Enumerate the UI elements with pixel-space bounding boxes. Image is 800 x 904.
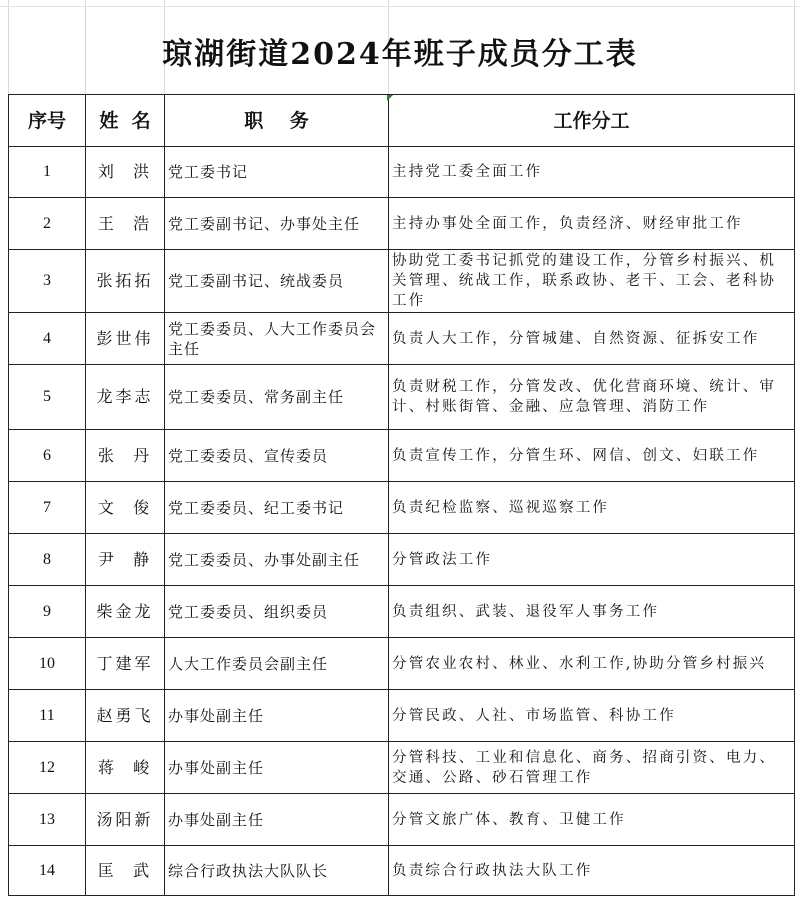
cell-position[interactable]: 党工委委员、人大工作委员会主任: [165, 313, 389, 365]
cell-seq[interactable]: 9: [9, 586, 86, 638]
cell-duty[interactable]: 分管民政、人社、市场监管、科协工作: [389, 690, 795, 742]
cell-name[interactable]: 匡 武: [86, 846, 165, 896]
table-row: [9, 690, 795, 742]
table-row: [9, 250, 795, 313]
cell-position[interactable]: 党工委委员、办事处副主任: [165, 534, 389, 586]
header-name[interactable]: 姓 名: [86, 95, 165, 147]
table-row: [9, 638, 795, 690]
cell-seq[interactable]: 5: [9, 365, 86, 430]
header-duty[interactable]: 工作分工: [389, 95, 795, 147]
cell-name[interactable]: 丁建军: [86, 638, 165, 690]
cell-seq[interactable]: 2: [9, 198, 86, 250]
table-row: [9, 482, 795, 534]
header-row: [9, 95, 795, 147]
cell-duty[interactable]: 负责组织、武装、退役军人事务工作: [389, 586, 795, 638]
table-row: [9, 147, 795, 198]
cell-name[interactable]: 尹 静: [86, 534, 165, 586]
header-position[interactable]: 职 务: [165, 95, 389, 147]
cell-position[interactable]: 党工委委员、组织委员: [165, 586, 389, 638]
cell-position[interactable]: 党工委副书记、统战委员: [165, 250, 389, 313]
cell-name[interactable]: 龙李志: [86, 365, 165, 430]
table-row: [9, 365, 795, 430]
cell-duty[interactable]: 主持办事处全面工作，负责经济、财经审批工作: [389, 198, 795, 250]
cell-duty[interactable]: 主持党工委全面工作: [389, 147, 795, 198]
cell-comment-marker: [387, 95, 393, 101]
cell-name[interactable]: 汤阳新: [86, 794, 165, 846]
cell-position[interactable]: 综合行政执法大队队长: [165, 846, 389, 896]
assignment-table: [8, 94, 795, 896]
cell-seq[interactable]: 12: [9, 742, 86, 794]
cell-duty[interactable]: 负责财税工作，分管发改、优化营商环境、统计、审计、村账街管、金融、应急管理、消防工作: [389, 365, 795, 430]
cell-duty[interactable]: 负责人大工作，分管城建、自然资源、征拆安工作: [389, 313, 795, 365]
cell-duty[interactable]: 分管文旅广体、教育、卫健工作: [389, 794, 795, 846]
cell-name[interactable]: 张 丹: [86, 430, 165, 482]
page-title: 琼湖街道2024年班子成员分工表: [162, 37, 638, 72]
cell-duty[interactable]: 协助党工委书记抓党的建设工作，分管乡村振兴、机关管理、统战工作，联系政协、老干、工会、老科协工作: [389, 250, 795, 313]
cell-position[interactable]: 党工委委员、常务副主任: [165, 365, 389, 430]
cell-seq[interactable]: 8: [9, 534, 86, 586]
cell-position[interactable]: 党工委委员、宣传委员: [165, 430, 389, 482]
cell-name[interactable]: 王 浩: [86, 198, 165, 250]
table-row: [9, 742, 795, 794]
cell-position[interactable]: 党工委委员、纪工委书记: [165, 482, 389, 534]
cell-seq[interactable]: 7: [9, 482, 86, 534]
cell-position[interactable]: 党工委副书记、办事处主任: [165, 198, 389, 250]
cell-seq[interactable]: 1: [9, 147, 86, 198]
cell-position[interactable]: 党工委书记: [165, 147, 389, 198]
table-row: [9, 313, 795, 365]
cell-seq[interactable]: 14: [9, 846, 86, 896]
table-row: [9, 534, 795, 586]
table-row: [9, 198, 795, 250]
cell-duty[interactable]: 分管农业农村、林业、水利工作,协助分管乡村振兴: [389, 638, 795, 690]
cell-name[interactable]: 刘 洪: [86, 147, 165, 198]
cell-position[interactable]: 办事处副主任: [165, 742, 389, 794]
table-row: [9, 794, 795, 846]
cell-duty[interactable]: 负责宣传工作，分管生环、网信、创文、妇联工作: [389, 430, 795, 482]
cell-name[interactable]: 彭世伟: [86, 313, 165, 365]
cell-position[interactable]: 办事处副主任: [165, 690, 389, 742]
table-row: [9, 430, 795, 482]
cell-position[interactable]: 人大工作委员会副主任: [165, 638, 389, 690]
cell-seq[interactable]: 11: [9, 690, 86, 742]
cell-seq[interactable]: 10: [9, 638, 86, 690]
cell-duty[interactable]: 负责纪检监察、巡视巡察工作: [389, 482, 795, 534]
cell-name[interactable]: 蒋 峻: [86, 742, 165, 794]
cell-position[interactable]: 办事处副主任: [165, 794, 389, 846]
cell-name[interactable]: 张拓拓: [86, 250, 165, 313]
cell-seq[interactable]: 4: [9, 313, 86, 365]
table-row: [9, 586, 795, 638]
cell-seq[interactable]: 13: [9, 794, 86, 846]
cell-duty[interactable]: 分管政法工作: [389, 534, 795, 586]
header-seq[interactable]: 序号: [9, 95, 86, 147]
cell-name[interactable]: 赵勇飞: [86, 690, 165, 742]
table-row: [9, 846, 795, 896]
cell-name[interactable]: 柴金龙: [86, 586, 165, 638]
cell-duty[interactable]: 分管科技、工业和信息化、商务、招商引资、电力、交通、公路、砂石管理工作: [389, 742, 795, 794]
title-cell[interactable]: [0, 0, 800, 94]
cell-seq[interactable]: 6: [9, 430, 86, 482]
cell-duty[interactable]: 负责综合行政执法大队工作: [389, 846, 795, 896]
cell-seq[interactable]: 3: [9, 250, 86, 313]
cell-name[interactable]: 文 俊: [86, 482, 165, 534]
